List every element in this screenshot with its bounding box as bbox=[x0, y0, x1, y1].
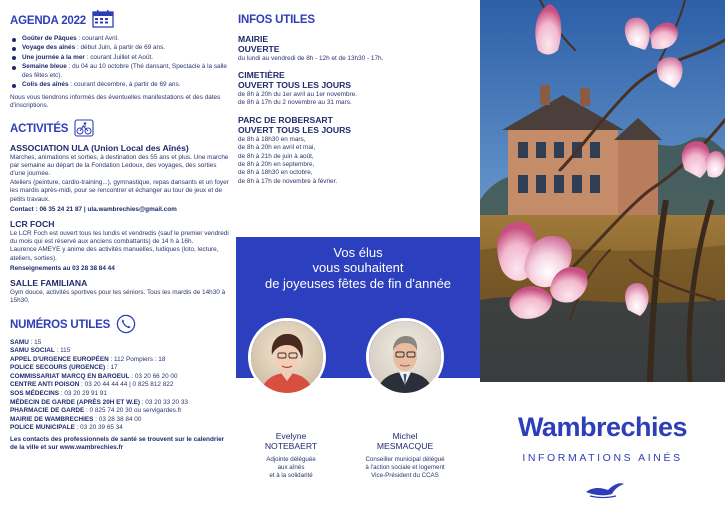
agenda-item-label: Voyage des aînés bbox=[22, 44, 76, 52]
numero-value: : 112 Pompiers : 18 bbox=[108, 355, 166, 363]
greeting-text bbox=[236, 245, 480, 291]
numeros-list bbox=[10, 339, 230, 433]
list-item bbox=[10, 356, 230, 365]
numero-label: PHARMACIE DE GARDE bbox=[10, 407, 85, 415]
numeros-heading bbox=[10, 314, 230, 337]
avatar bbox=[366, 318, 444, 396]
numero-label: SAMU bbox=[10, 338, 29, 346]
parc-hours-1: de 8h à 18h30 en mars, bbox=[238, 135, 306, 143]
agenda-title: AGENDA 2022 bbox=[10, 14, 86, 27]
numero-value: : 03 20 44 44 44 | 0 825 812 822 bbox=[79, 381, 174, 389]
agenda-heading bbox=[10, 10, 230, 31]
list-item bbox=[10, 381, 230, 390]
avatar bbox=[248, 318, 326, 396]
agenda-item-text: : début Juin, à partir de 69 ans. bbox=[75, 44, 166, 52]
list-item bbox=[10, 399, 230, 408]
person-card bbox=[236, 432, 346, 480]
infos-title: INFOS UTILES bbox=[238, 14, 315, 26]
bicycle-icon bbox=[74, 119, 94, 140]
lcr-text-2: Laurence AMEYE y anime des activités manuelles, ludiques (loto, lecture, ateliers, sorties). bbox=[10, 246, 219, 262]
numeros-title: NUMÉROS UTILES bbox=[10, 319, 111, 332]
numero-value: : 115 bbox=[54, 347, 71, 355]
list-item bbox=[10, 81, 230, 89]
agenda-item-text: : du 04 au 10 octobre (Thé dansant, Spectacle à la salle des fêtes etc). bbox=[22, 63, 227, 79]
logo-bird-icon bbox=[584, 478, 626, 505]
parc-hours-2: de 8h à 20h en avril et mai, bbox=[238, 144, 316, 152]
list-item bbox=[10, 347, 230, 356]
lcr-text-1: Le LCR Foch est ouvert tous les lundis et vendredis (sauf le premier vendredi du mois qui est réservé aux anciens combattants) de 14 h à 16h. bbox=[10, 229, 229, 245]
person-role-line: et à la solidarité bbox=[269, 471, 313, 479]
left-column bbox=[10, 10, 230, 505]
greeting-line-2: vous souhaitent bbox=[312, 260, 404, 276]
brand-subtitle: INFORMATIONS AINÉS bbox=[522, 452, 683, 464]
cimetiere-title: CIMETIÈRE bbox=[238, 70, 285, 81]
numero-label: CENTRE ANTI POISON bbox=[10, 381, 80, 389]
phone-icon bbox=[116, 314, 136, 337]
numero-value: : 03 20 39 65 34 bbox=[74, 424, 123, 432]
brand-name: Wambrechies bbox=[517, 412, 688, 442]
mairie-title: MAIRIE bbox=[238, 34, 269, 44]
greeting-line-3: de joyeuses fêtes de fin d'année bbox=[264, 275, 452, 291]
agenda-note: Nous vous tiendrons informés des éventuelles manifestations et des dates d'inscriptions. bbox=[10, 93, 221, 110]
list-item bbox=[10, 373, 230, 382]
numeros-footer: Les contacts des professionnels de santé se trouvent sur le calendrier de la ville et sur www.wambrechies.fr bbox=[10, 435, 225, 452]
list-item bbox=[10, 44, 230, 52]
person-role bbox=[350, 456, 460, 480]
salle-text: Gym douce, activités sportives pour les séniors. Tous les mardis de 14h30 à 15h30. bbox=[10, 288, 226, 305]
brand-block bbox=[480, 382, 725, 512]
numero-label: SOS MÉDECINS bbox=[10, 390, 60, 398]
parc-hours-4: de 8h à 20h en septembre, bbox=[238, 160, 315, 168]
parc-hours-5: de 8h à 18h30 en octobre, bbox=[238, 169, 313, 177]
parc-hours-3: de 8h à 21h de juin à août, bbox=[238, 152, 314, 160]
salle-title: SALLE FAMILIANA bbox=[10, 277, 88, 288]
agenda-item-text: : courant décembre, à partir de 69 ans. bbox=[68, 81, 181, 89]
activites-heading bbox=[10, 119, 230, 140]
agenda-item-text: : courant Juillet et Août. bbox=[84, 53, 154, 61]
parc-title: PARC DE ROBERSART bbox=[238, 114, 333, 125]
numero-value: : 15 bbox=[28, 338, 42, 346]
ula-title: ASSOCIATION ULA (Union Local des Aînés) bbox=[10, 142, 189, 153]
agenda-item-label: Goûter de Pâques bbox=[22, 35, 77, 42]
agenda-item-text: : courant Avril. bbox=[76, 35, 119, 42]
person-role-line: Adjointe déléguée bbox=[266, 455, 316, 463]
person-last-name: NOTEBAERT bbox=[264, 440, 318, 451]
numero-value: : 0 825 74 20 30 ou servigardes.fr bbox=[84, 407, 182, 415]
list-item bbox=[10, 390, 230, 399]
list-item bbox=[10, 407, 230, 416]
cover-photo bbox=[480, 0, 725, 382]
numero-value: : 03 28 38 84 00 bbox=[93, 415, 142, 423]
cimetiere-hours-1: de 8h à 20h du 1er avril au 1er novembre. bbox=[238, 90, 358, 98]
numero-value: : 03 20 29 91 91 bbox=[59, 390, 107, 398]
numero-label: POLICE SECOURS (URGENCE) bbox=[10, 364, 106, 372]
greeting-line-1: Vos élus bbox=[333, 245, 383, 260]
person-first-name: Michel bbox=[392, 431, 418, 441]
cimetiere-subtitle: OUVERT TOUS LES JOURS bbox=[238, 80, 352, 91]
activites-title: ACTIVITÉS bbox=[10, 123, 69, 136]
agenda-item-label: Colis des aînés bbox=[22, 81, 69, 89]
numero-label: SAMU SOCIAL bbox=[10, 347, 55, 355]
ula-contact: Contact : 06 35 24 21 87 | ula.wambrechies@gmail.com bbox=[10, 206, 177, 214]
list-item bbox=[10, 339, 230, 348]
list-item bbox=[10, 54, 230, 62]
lcr-title: LCR FOCH bbox=[10, 218, 55, 229]
person-first-name: Evelyne bbox=[275, 431, 307, 441]
cimetiere-hours-2: de 8h à 17h du 2 novembre au 31 mars. bbox=[238, 99, 352, 107]
numero-label: MAIRIE DE WAMBRECHIES bbox=[10, 415, 94, 423]
numero-value: : 03 20 33 20 33 bbox=[139, 398, 188, 406]
list-item bbox=[10, 424, 230, 433]
numero-value: : 03 20 66 20 00 bbox=[129, 372, 178, 380]
agenda-list bbox=[10, 35, 230, 90]
list-item bbox=[10, 63, 230, 80]
mairie-hours: du lundi au vendredi de 8h - 12h et de 13h30 - 17h. bbox=[238, 54, 384, 62]
person-role bbox=[236, 456, 346, 480]
ula-text-1: Marches, animations et sorties, à destination des 55 ans et plus. Une marche par semaine au départ de la Fondation Ledoux, des voyages, des sorties d'une journée. bbox=[10, 153, 229, 178]
parc-subtitle: OUVERT TOUS LES JOURS bbox=[238, 124, 352, 135]
infos-column bbox=[238, 14, 470, 236]
list-item bbox=[10, 416, 230, 425]
person-last-name: MESMACQUE bbox=[376, 440, 434, 451]
person-role-line: Vice-Président du CCAS bbox=[371, 471, 439, 479]
ula-text-2: Ateliers (peinture, cardio-training...), gymnastique, repas dansants et un foyer les mardis après-midi, pour se rencontrer et échanger au tour de jeux et de petits travaux. bbox=[10, 178, 229, 203]
person-role-line: aux aînés bbox=[277, 463, 305, 471]
person-role-line: à l'action sociale et logement bbox=[365, 463, 445, 471]
list-item bbox=[10, 35, 230, 43]
numero-value: : 17 bbox=[105, 364, 118, 372]
person-role-line: Conseiller municipal délégué bbox=[365, 455, 445, 463]
list-item bbox=[10, 364, 230, 373]
lcr-contact: Renseignements au 03 28 38 84 44 bbox=[10, 265, 115, 273]
parc-hours-6: de 8h à 17h de novembre à février. bbox=[238, 177, 338, 185]
calendar-icon bbox=[92, 10, 114, 31]
numero-label: POLICE MUNICIPALE bbox=[10, 424, 75, 432]
numero-label: APPEL D'URGENCE EUROPÉEN bbox=[10, 355, 109, 363]
numero-label: COMMISSARIAT MARCQ EN BAROEUL bbox=[10, 372, 130, 380]
mairie-subtitle: OUVERTE bbox=[238, 43, 280, 54]
person-card bbox=[350, 432, 460, 480]
numero-label: MÉDECIN DE GARDE (APRÈS 20H ET W.E) bbox=[10, 398, 140, 406]
agenda-item-label: Semaine bleue bbox=[22, 63, 67, 71]
agenda-item-label: Une journée à la mer bbox=[22, 53, 85, 61]
